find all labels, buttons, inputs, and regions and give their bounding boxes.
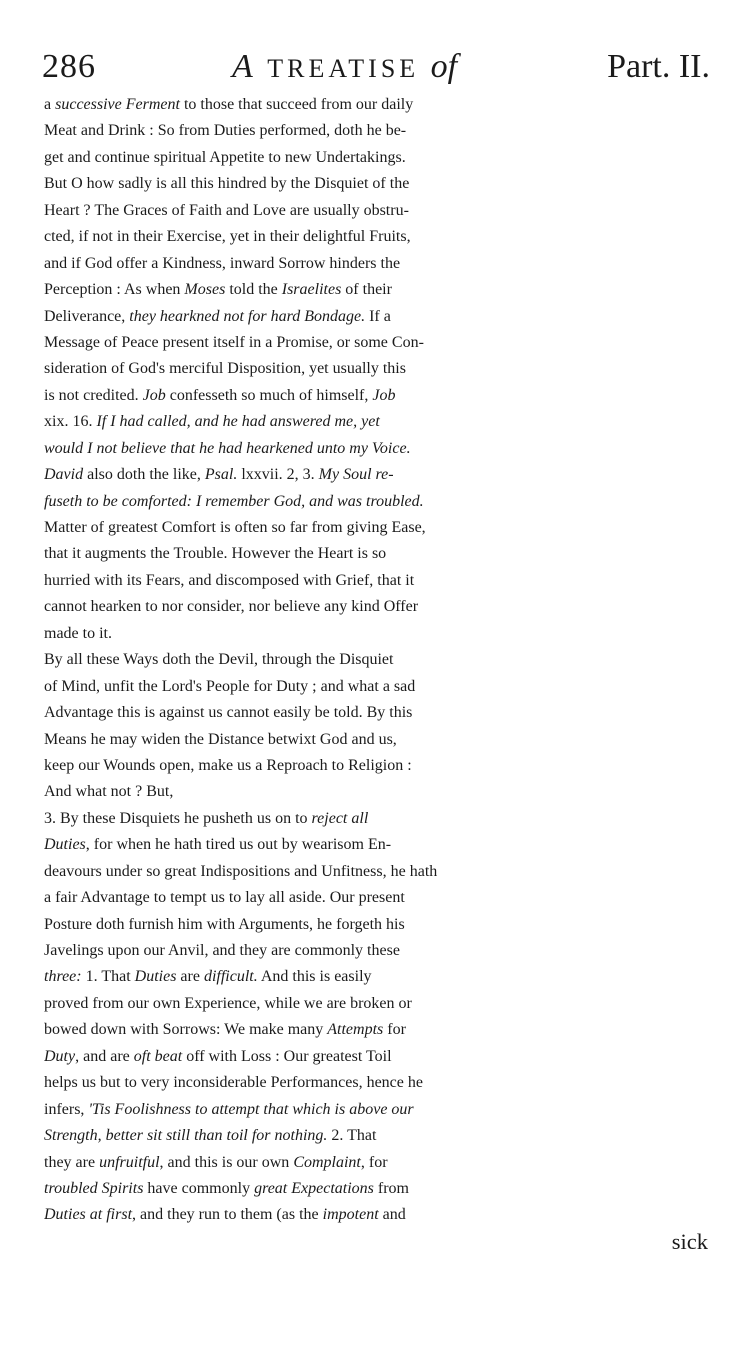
text-run: and — [378, 1206, 406, 1224]
text-line — [44, 885, 708, 911]
text-run: get and continue spiritual Appetite to new Undertakings. — [44, 148, 406, 166]
text-run: to those that succeed from our daily — [179, 96, 414, 113]
text-line — [44, 964, 708, 990]
italic-text: troubled Spirits — [44, 1179, 144, 1197]
text-run: Advantage this is against us cannot easily be told. By this — [44, 704, 413, 722]
text-line — [44, 859, 708, 885]
italic-text: Duties at first — [44, 1206, 133, 1224]
text-line — [44, 145, 708, 171]
text-run: Perception : As when — [44, 281, 185, 299]
text-run: also doth the like, — [83, 466, 205, 484]
text-line — [44, 779, 708, 805]
text-run: are — [176, 968, 204, 986]
text-run: , and are — [75, 1047, 134, 1065]
text-line — [44, 1044, 708, 1070]
italic-text: Job — [372, 386, 396, 404]
text-line — [44, 753, 708, 779]
text-run: of Mind, unfit the Lord's People for Duty ; and what a sad — [44, 677, 416, 695]
text-line — [44, 462, 708, 488]
text-line — [44, 700, 708, 726]
text-run: , for when he hath tired us out by wearisom En- — [85, 836, 392, 854]
italic-text: Moses — [184, 281, 226, 299]
text-run: they are — [44, 1153, 100, 1171]
text-line — [44, 304, 708, 330]
text-line — [44, 806, 708, 832]
text-run: Javelings upon our Anvil, and they are commonly these — [44, 942, 400, 959]
text-body — [44, 92, 708, 1255]
text-run: have commonly — [143, 1179, 255, 1197]
running-header — [42, 48, 710, 92]
text-line — [44, 409, 708, 435]
italic-text: Israelites — [281, 281, 342, 299]
running-title — [232, 48, 457, 86]
running-title-word: TREATISE — [267, 54, 420, 83]
text-run: hurried with its Fears, and discomposed with Grief, that it — [44, 571, 415, 589]
text-run: infers, — [44, 1100, 89, 1118]
text-line — [44, 277, 708, 303]
italic-text: My Soul re- — [318, 466, 394, 484]
text-line — [44, 1150, 708, 1176]
text-run: off with Loss : Our greatest Toil — [182, 1047, 392, 1065]
text-run: But O how sadly is all this hindred by the Disquiet of the — [44, 175, 410, 193]
text-run: made to it. — [44, 624, 112, 642]
text-line — [44, 1017, 708, 1043]
text-run: is not credited. — [44, 386, 143, 404]
italic-text: Job — [142, 386, 166, 404]
italic-text: they hearkned not for hard Bondage. — [129, 307, 366, 325]
text-line — [44, 330, 708, 356]
italic-text: impotent — [322, 1206, 379, 1224]
italic-text: Psal. — [204, 466, 238, 484]
catchword: sick — [671, 1228, 708, 1254]
text-line — [44, 621, 708, 647]
text-run: from — [373, 1179, 409, 1197]
text-line — [44, 383, 708, 409]
text-run: Heart ? The Graces of Faith and Love are usually obstru- — [44, 201, 409, 219]
text-run: of their — [341, 281, 392, 299]
text-line — [44, 912, 708, 938]
italic-text: great Expectations — [254, 1179, 374, 1197]
italic-text: would I not believe that he had hearkened unto my Voice. — [44, 439, 411, 457]
text-run: , and this is our own — [159, 1153, 294, 1171]
italic-text: David — [44, 466, 84, 484]
text-line — [44, 568, 708, 594]
italic-text: Duties — [44, 836, 86, 854]
text-run: and if God offer a Kindness, inward Sorrow hinders the — [44, 254, 401, 272]
text-run: If a — [365, 307, 391, 325]
text-line — [44, 1070, 708, 1096]
italic-text: If I had called, and he had answered me, yet — [96, 413, 380, 431]
running-title-article: A — [232, 48, 256, 85]
text-line — [44, 489, 708, 515]
text-line — [44, 171, 708, 197]
italic-text: 'Tis Foolishness to attempt that which is above our — [88, 1100, 414, 1118]
text-run: proved from our own Experience, while we are broken or — [44, 994, 412, 1012]
italic-text: successive Ferment — [55, 96, 180, 113]
text-line — [44, 594, 708, 620]
text-run: Matter of greatest Comfort is often so far from giving Ease, — [44, 519, 426, 536]
text-run: Meat and Drink : So from Duties performed, doth he be- — [44, 122, 407, 140]
text-run: deavours under so great Indispositions and Unfitness, he hath — [44, 862, 438, 880]
text-run: keep our Wounds open, make us a Reproach to Religion : — [44, 756, 412, 774]
text-line — [44, 938, 708, 964]
text-line — [44, 118, 708, 144]
text-line — [44, 991, 708, 1017]
text-run: confesseth so much of himself, — [165, 386, 373, 404]
text-line — [44, 515, 708, 541]
text-line — [44, 727, 708, 753]
text-run: 3. By these Disquiets he pusheth us on to — [44, 809, 312, 827]
italic-text: Attempts — [327, 1021, 384, 1039]
text-run: Posture doth furnish him with Arguments, he forgeth his — [44, 915, 405, 933]
running-title-of: of — [430, 48, 458, 85]
italic-text: Duties — [134, 968, 177, 986]
italic-text: oft beat — [133, 1047, 183, 1065]
text-line — [44, 92, 708, 118]
page-number: 286 — [42, 48, 96, 85]
italic-text: Duty — [44, 1047, 76, 1065]
text-run: cted, if not in their Exercise, yet in their delightful Fruits, — [44, 228, 411, 246]
italic-text: reject all — [311, 809, 369, 827]
text-run: a — [44, 96, 56, 113]
text-run: And what not ? But, — [44, 783, 174, 801]
text-run: that it augments the Trouble. However the Heart is so — [44, 545, 387, 563]
text-line — [44, 1097, 708, 1123]
text-run: 1. That — [81, 968, 135, 986]
italic-text: unfruitful — [99, 1153, 160, 1171]
text-run: for — [383, 1021, 406, 1039]
text-line — [44, 1202, 708, 1228]
text-run: told the — [225, 281, 282, 299]
text-line — [44, 1123, 708, 1149]
part-label: Part. II. — [607, 48, 710, 85]
text-run: Message of Peace present itself in a Promise, or some Con- — [44, 333, 424, 351]
text-line — [44, 436, 708, 462]
text-run: , and they run to them (as the — [132, 1206, 323, 1224]
text-line — [44, 541, 708, 567]
text-run: , for — [360, 1153, 388, 1171]
text-run: cannot hearken to nor consider, nor believe any kind Offer — [44, 598, 419, 616]
text-line — [44, 832, 708, 858]
text-run: sideration of God's merciful Disposition, yet usually this — [44, 360, 406, 378]
italic-text: Strength, better sit still than toil for nothing. — [44, 1127, 328, 1145]
text-run: Deliverance, — [44, 307, 130, 325]
text-line — [44, 356, 708, 382]
text-run: a fair Advantage to tempt us to lay all aside. Our present — [44, 889, 405, 907]
text-run: xix. 16. — [44, 413, 97, 431]
text-run: lxxvii. 2, 3. — [237, 466, 319, 484]
italic-text: fuseth to be comforted: I remember God, and was troubled. — [44, 492, 424, 510]
italic-text: difficult. — [203, 968, 258, 986]
italic-text: Complaint — [293, 1153, 361, 1171]
text-run: Means he may widen the Distance betwixt God and us, — [44, 730, 397, 748]
text-line — [44, 647, 708, 673]
text-run: By all these Ways doth the Devil, through the Disquiet — [44, 651, 394, 669]
text-line — [44, 674, 708, 700]
text-run: helps us but to very inconsiderable Performances, hence he — [44, 1074, 423, 1092]
text-run: And this is easily — [257, 968, 372, 986]
text-line — [44, 198, 708, 224]
italic-text: three: — [44, 968, 82, 986]
text-run: 2. That — [327, 1127, 377, 1145]
text-line — [44, 251, 708, 277]
text-run: bowed down with Sorrows: We make many — [44, 1021, 328, 1039]
text-line — [44, 224, 708, 250]
text-line — [44, 1176, 708, 1202]
